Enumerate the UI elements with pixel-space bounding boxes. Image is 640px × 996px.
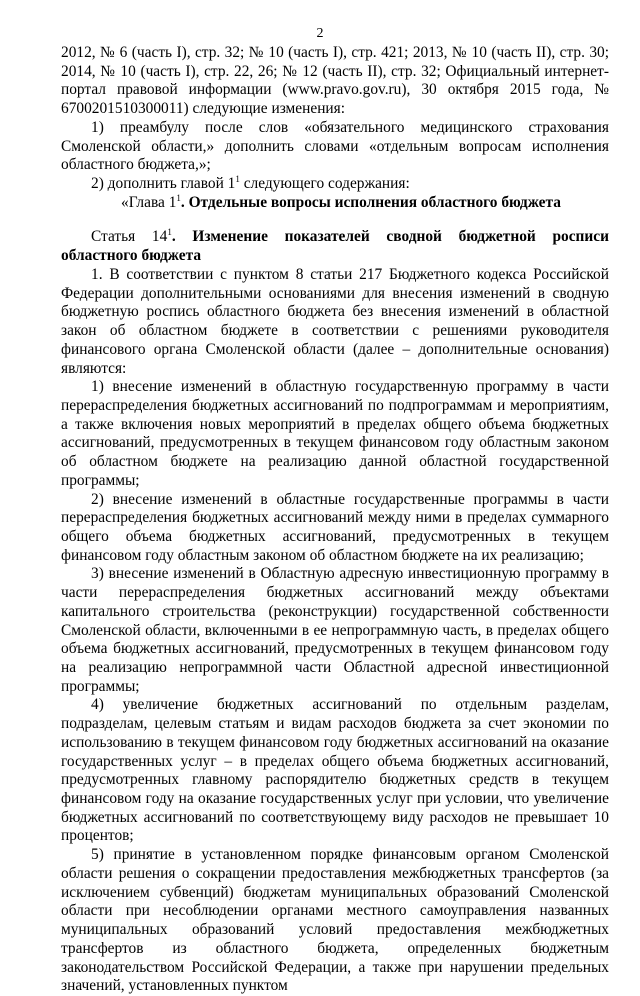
subparagraph-2: 2) внесение изменений в областные государственные программы в части перераспределения бюджетных ассигнований между ними в пределах суммарного общего объема бюджетных ассигнований, предусмотренных в текущем финансовом году областным законом об областном бюджете на их реализацию; [61, 490, 609, 564]
chapter-heading-title: . Отдельные вопросы исполнения областного бюджета [180, 193, 561, 211]
subparagraph-1: 1) внесение изменений в областную государственную программу в части перераспределения бюджетных ассигнований по подпрограммам и мероприятиям, а также включения новых мероприятий в пределах общего объема бюджетных ассигнований, предусмотренных в текущем финансовом году областным законом об областном бюджете на реализацию данной областной государственной программы; [61, 378, 609, 489]
chapter-heading-superscript: 1 [176, 192, 181, 203]
amendment-item-2-text: 2) дополнить главой 1 [91, 175, 236, 193]
subparagraph-3: 3) внесение изменений в Областную адресную инвестиционную программу в части перераспределения бюджетных ассигнований между объектами капитального строительства (реконструкции) государственной собственности Смоленской области, включенными в ее непрограммную часть, в пределах общего объема бюджетных ассигнований, предусмотренных в текущем финансовом году на реализацию непрограммной части Областной адресной инвестиционной программы; [61, 565, 609, 695]
amendment-item-2 [61, 175, 609, 194]
chapter-heading-prefix: «Глава 1 [121, 193, 177, 211]
document-body [61, 44, 609, 996]
chapter-heading [61, 194, 609, 213]
subparagraph-4: 4) увеличение бюджетных ассигнований по отдельным разделам, подразделам, целевым статьям и видам расходов бюджета за счет экономии по использованию в текущем финансовом году бюджетных ассигнований на оказание государственных услуг – в пределах общего объема бюджетных ассигнований, предусмотренных главному распорядителю бюджетных средств в текущем финансовом году на оказание государственных услуг при условии, что увеличение бюджетных ассигнований по соответствующему виду расходов не превышает 10 процентов; [61, 696, 609, 845]
article-heading-title: . Изменение показателей сводной бюджетной росписи областного бюджета [61, 228, 609, 265]
paragraph-1: 1. В соответствии с пунктом 8 статьи 217 Бюджетного кодекса Российской Федерации дополнительными основаниями для внесения изменений в сводную бюджетную роспись областного бюджета без внесения изменений в областной закон об областном бюджете в соответствии с решениями руководителя финансового органа Смоленской области (далее – дополнительные основания) являются: [61, 265, 609, 377]
article-heading-prefix: Статья 14 [91, 228, 168, 246]
intro-paragraph: 2012, № 6 (часть I), стр. 32; № 10 (часть I), стр. 421; 2013, № 10 (часть II), стр. 30; 2014, № 10 (часть I), стр. 22, 26; № 12 (часть II), стр. 32; Официальный интернет-портал правовой информации (www.pravo.gov.ru), 30 октября 2015 года, № 6700201510300011) следующие изменения: [61, 44, 609, 118]
subparagraph-5: 5) принятие в установленном порядке финансовым органом Смоленской области решения о сокращении предоставления межбюджетных трансфертов (за исключением субвенций) бюджетам муниципальных образований Смоленской области при несоблюдении органами местного самоуправления названных муниципальных образований условий предоставления межбюджетных трансфертов из областного бюджета, определенных бюджетным законодательством Российской Федерации, а также при нарушении предельных значений, установленных пунктом [61, 846, 609, 995]
article-heading-superscript: 1 [167, 227, 172, 238]
chapter-superscript: 1 [235, 173, 240, 184]
article-heading [61, 228, 609, 265]
amendment-item-1: 1) преамбулу после слов «обязательного медицинского страхования Смоленской области,» дополнить словами «отдельным вопросам исполнения областного бюджета,»; [61, 118, 609, 174]
amendment-item-2-text-end: следующего содержания: [239, 175, 410, 193]
page-number: 2 [316, 26, 324, 41]
